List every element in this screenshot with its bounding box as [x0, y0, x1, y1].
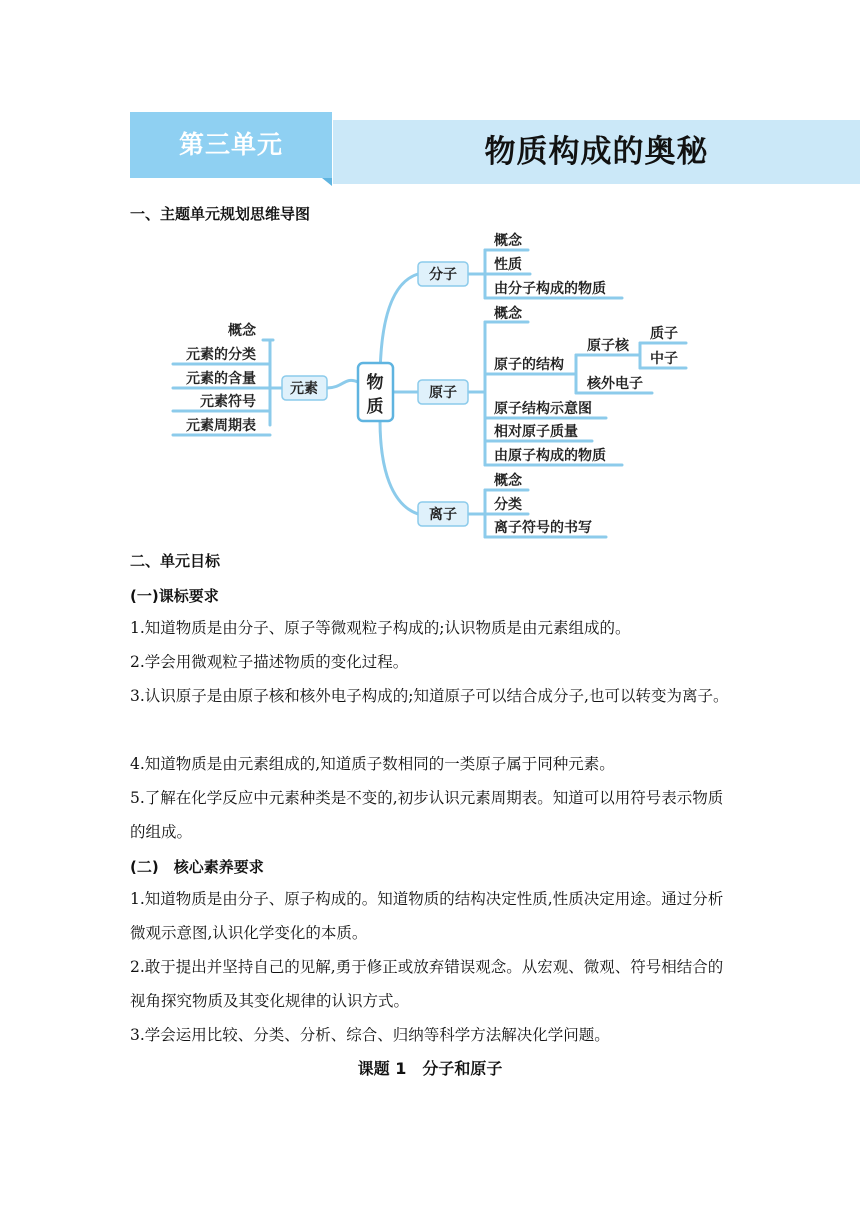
atom-item: 原子核	[587, 338, 629, 354]
molecule-item: 概念	[494, 233, 522, 249]
element-item: 元素周期表	[186, 418, 256, 434]
section2-heading: 二、单元目标	[130, 552, 221, 570]
element-item: 概念	[228, 323, 256, 339]
sub1-item: 1.知道物质是由分子、原子等微观粒子构成的;认识物质是由元素组成的。	[130, 619, 631, 637]
section1-heading: 一、主题单元规划思维导图	[130, 205, 311, 223]
center-char-1: 物	[366, 373, 384, 393]
element-item: 元素符号	[200, 394, 256, 410]
sub1-item: 4.知道物质是由元素组成的,知道质子数相同的一类原子属于同种元素。	[130, 755, 615, 773]
atom-item: 原子的结构	[494, 357, 564, 373]
unit-label: 第三单元	[178, 130, 283, 159]
atom-item: 原子结构示意图	[494, 401, 592, 417]
sub2-heading: (二) 核心素养要求	[130, 858, 264, 876]
sub2-item: 2.敢于提出并坚持自己的见解,勇于修正或放弃错误观念。从宏观、微观、符号相结合的视角探究物质及其变化规律的认识方式。	[130, 958, 724, 1010]
element-item: 元素的分类	[186, 347, 256, 363]
atom-item: 由原子构成的物质	[494, 448, 606, 464]
molecule-label: 分子	[429, 267, 457, 283]
sub1-item: 2.学会用微观粒子描述物质的变化过程。	[130, 653, 409, 671]
atom-item: 质子	[650, 326, 678, 342]
atom-item: 概念	[494, 306, 522, 322]
lesson-title: 课题 1 分子和原子	[357, 1059, 503, 1078]
molecule-item: 性质	[494, 257, 522, 273]
sub2-item: 1.知道物质是由分子、原子构成的。知道物质的结构决定性质,性质决定用途。通过分析微观示意图,认识化学变化的本质。	[130, 890, 724, 942]
sub1-item: 3.认识原子是由原子核和核外电子构成的;知道原子可以结合成分子,也可以转变为离子。	[130, 687, 729, 705]
element-item: 元素的含量	[186, 371, 256, 387]
center-char-2: 质	[366, 397, 384, 417]
atom-item: 核外电子	[587, 376, 643, 392]
ion-item: 分类	[494, 497, 522, 513]
unit-title: 物质构成的奥秘	[484, 134, 709, 170]
atom-label: 原子	[429, 385, 457, 401]
atom-item: 中子	[650, 351, 678, 367]
molecule-item: 由分子构成的物质	[494, 281, 606, 297]
sub1-item: 5.了解在化学反应中元素种类是不变的,初步认识元素周期表。知道可以用符号表示物质的组成。	[130, 789, 724, 841]
ion-item: 概念	[494, 473, 522, 489]
sub2-item: 3.学会运用比较、分类、分析、综合、归纳等科学方法解决化学问题。	[130, 1026, 610, 1044]
sub1-heading: (一)课标要求	[130, 587, 219, 605]
ion-item: 离子符号的书写	[494, 520, 592, 536]
atom-item: 相对原子质量	[494, 424, 578, 440]
element-label: 元素	[290, 381, 318, 397]
ion-label: 离子	[429, 507, 457, 523]
